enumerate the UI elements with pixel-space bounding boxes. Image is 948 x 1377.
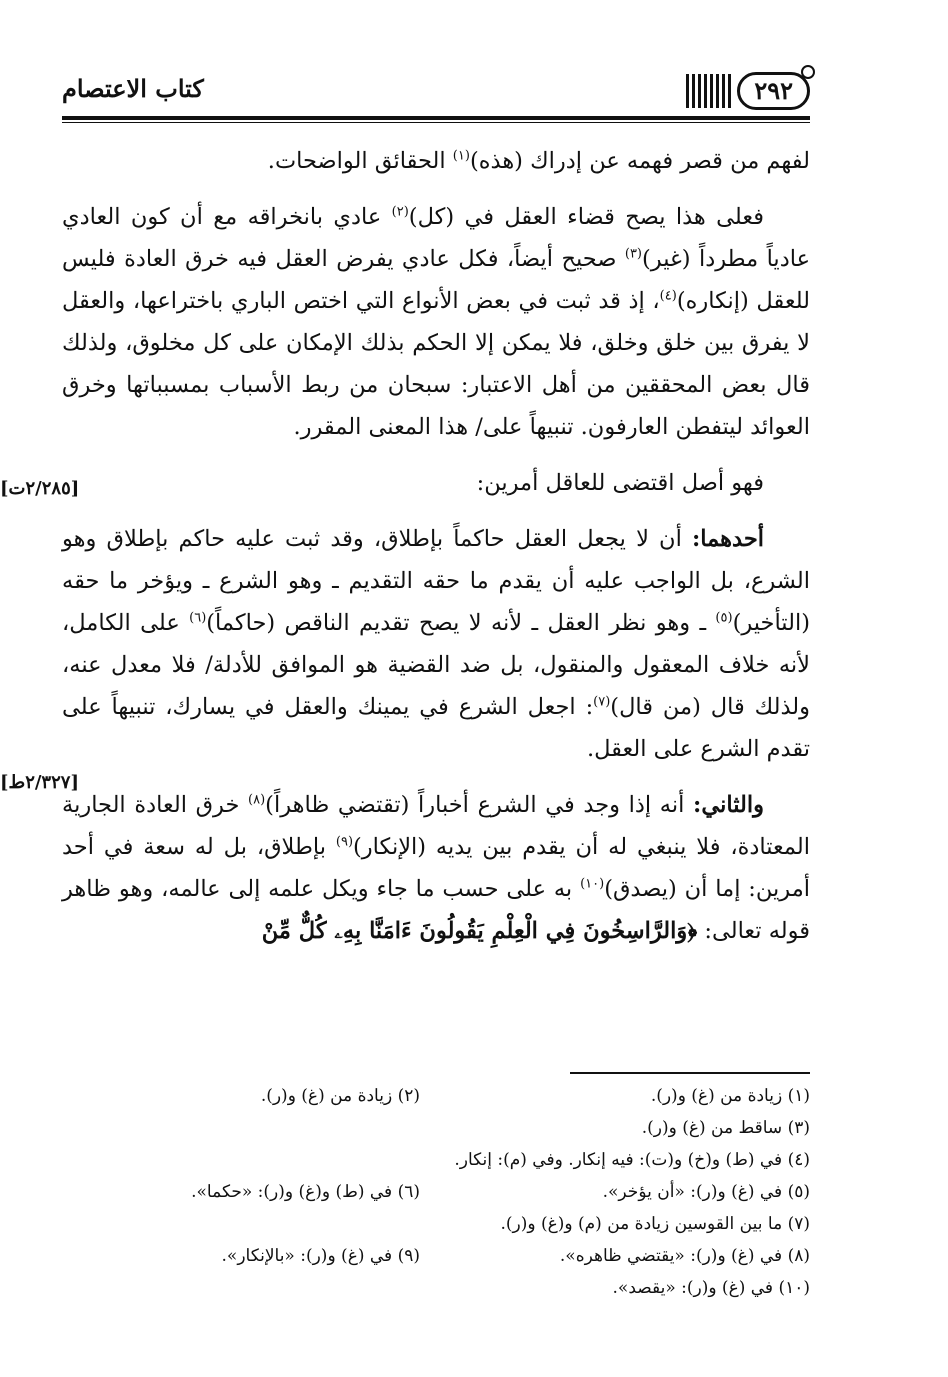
text-run: فهو أصل اقتضى للعاقل أمرين: [476,470,764,496]
footnote-line [62,1176,810,1208]
footnote [613,1272,810,1304]
footnote-marker: (٦) [189,610,207,626]
text-run: خرق العادة الجارية المعتادة، فلا ينبغي له أن يقدم بين يديه (الإنكار) [62,792,810,860]
text-run: به على حسب ما جاء ويكل علمه إلى عالمه، وهو ظاهر قوله تعالى: [62,876,810,944]
footnote-text: ما بين القوسين زيادة من (م) و(غ) و(ر). [500,1214,783,1234]
footnote-marker: (٤) [659,288,677,304]
ornament-dot-icon [801,65,815,79]
paragraph [62,462,810,504]
footnote-number: (٦) [392,1182,420,1202]
header-rule [62,116,810,120]
footnote-marker: (١) [452,148,470,164]
footnote-line [62,1272,810,1304]
footnote-marker: (٨) [248,792,266,808]
main-text [62,140,810,966]
footnote [420,1240,810,1272]
footnote-text: في (غ) و(ر): «بالإنكار». [221,1246,393,1266]
footnote-number: (٨) [782,1246,810,1266]
footnote-marker: (٧) [593,694,611,710]
text-run: ـ وهو نظر العقل ـ لأنه لا يصح تقديم الناقص (حاكماً) [206,610,716,636]
text-run: لفهم من قصر فهمه عن إدراك (هذه) [469,148,810,174]
text-run: على الكامل، لأنه خلاف المعقول والمنقول، بل ضد القضية هو الموافق للأدلة/ فلا معدل عنه، ولذلك قال (من قال) [62,610,810,720]
margin-reference: [٢/٣٢٧ط] [0,772,79,793]
footnote-number: (٧) [782,1214,810,1234]
footnote-text: ساقط من (غ) و(ر). [641,1118,783,1138]
footnote-marker: (٣) [624,246,642,262]
footnote-separator [570,1072,810,1074]
text-run: بإطلاق، بل له سعة في أحد أمرين: إما أن (يصدق) [62,834,810,902]
paragraph [62,140,810,182]
footnote-number: (٢) [392,1086,420,1106]
book-title: كتاب الاعتصام [62,74,204,103]
footnote-marker: (٢) [391,204,409,220]
footnote-text: زيادة من (غ) و(ر). [260,1086,393,1106]
footnote-number: (٤) [782,1150,810,1170]
page-number: ٢٩٢ [737,72,810,110]
paragraph [62,784,810,952]
text-run: أنه إذا وجد في الشرع أخباراً (تقتضي ظاهراً) [265,792,694,818]
footnote-number: (١٠) [773,1278,810,1298]
footnote-number: (٩) [392,1246,420,1266]
footnote-marker: (١٠) [580,876,605,892]
footnote-number: (١) [782,1086,810,1106]
text-run: ، إذ قد ثبت في بعض الأنواع التي اختص الباري باختراعها، والعقل لا يفرق بين خلق وخلق، فلا يمكن إلا الحكم بذلك الإمكان على كل مخلوق، ولذلك قال بعض المحققين من أهل الاعتبار: سبحان من ربط الأسباب بمسبباتها وخرق العوائد ليتفطن العارفون. تنبيهاً على/ هذا المعنى المقرر. [62,288,810,440]
footnote [420,1176,810,1208]
paragraph-lead: أحدهما: [691,526,764,552]
footnote-number: (٣) [782,1118,810,1138]
margin-reference: [٢/٢٨٥ت] [0,478,80,499]
footnote [191,1176,420,1208]
book-page [0,60,810,1350]
paragraph [62,518,810,770]
footnote-text: زيادة من (غ) و(ر). [650,1086,783,1106]
decorative-bars [686,74,731,108]
footnote [420,1080,810,1112]
footnote [454,1144,810,1176]
text-run: الحقائق الواضحات. [267,148,453,174]
footnote-text: في (غ) و(ر): «يقتضي ظاهره». [559,1246,783,1266]
header-rule-thin [62,122,810,123]
footnote [642,1112,810,1144]
text-run: أن لا يجعل العقل حاكماً بإطلاق، وقد ثبت عليه حاكم بإطلاق وهو الشرع، بل الواجب عليه أن يقدم ما حقه التقديم ـ وهو الشرع ـ ويؤخر ما حقه (التأخير) [62,526,810,636]
paragraph-lead: والثاني: [693,792,764,818]
footnote-line [62,1112,810,1144]
footnote-text: في (ط) و(غ) و(ر): «حكما». [191,1182,393,1202]
text-run: : اجعل الشرع في يمينك والعقل في يسارك، تنبيهاً على تقدم الشرع على العقل. [62,694,810,762]
footnotes [62,1080,810,1304]
quran-quote: ﴿وَالرَّاسِخُونَ فِي الْعِلْمِ يَقُولُونَ ءَامَنَّا بِهِۦ كُلٌّ مِّنْ [261,918,698,944]
page-header [62,60,810,120]
footnote-line [62,1240,810,1272]
footnote-line [62,1144,810,1176]
text-run: صحيح أيضاً، فكل عادي يفرض العقل فيه خرق العادة فليس للعقل (إنكاره) [62,246,810,314]
footnote-text: في (غ) و(ر): «يقصد». [612,1278,774,1298]
footnote-line [62,1080,810,1112]
paragraph [62,196,810,448]
footnote [501,1208,810,1240]
footnote-number: (٥) [782,1182,810,1202]
footnote [222,1240,420,1272]
text-run: فعلى هذا يصح قضاء العقل في (كل) [408,204,764,230]
footnote [261,1080,420,1112]
footnote-line [62,1208,810,1240]
footnote-marker: (٥) [715,610,733,626]
footnote-marker: (٩) [335,834,354,850]
footnote-text: في (ط) و(خ) و(ت): فيه إنكار. وفي (م): إنكار. [454,1150,783,1170]
page-number-ornament [686,72,810,110]
footnote-text: في (غ) و(ر): «أن يؤخر». [602,1182,783,1202]
text-run: عادي بانخراقه مع أن كون العادي عادياً مطرداً (غير) [62,204,810,272]
